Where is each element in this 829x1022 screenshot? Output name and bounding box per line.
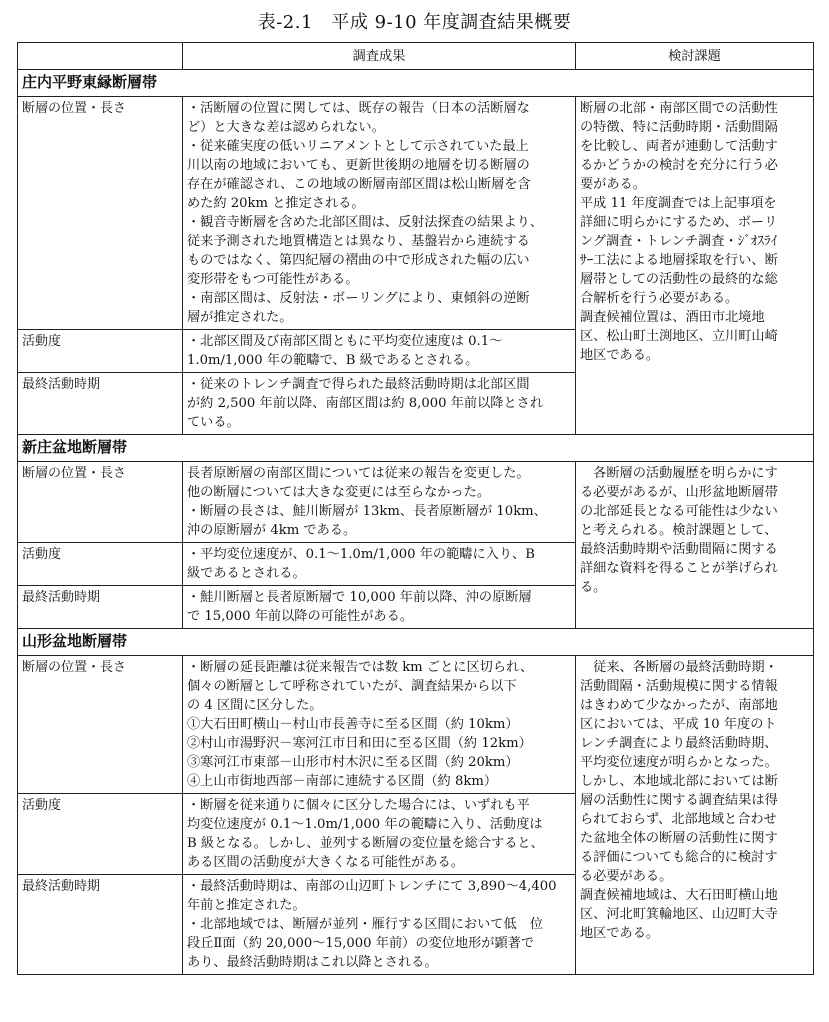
issues-line: しかし、本地域北部においては断	[580, 774, 778, 789]
header-results: 調査成果	[183, 43, 576, 70]
results-line: 他の断層については大きな変更には至らなかった。	[187, 485, 491, 500]
table-row	[18, 97, 814, 330]
results-line: ・断層の長さは、鮭川断層が 13km、長者原断層が 10km、	[187, 504, 547, 519]
issues-line: る必要がある。	[580, 869, 673, 884]
issues-cell	[576, 462, 814, 629]
results-line: ・従来のトレンチ調査で得られた最終活動時期は北部区間	[187, 377, 530, 392]
row-label: 断層の位置・長さ	[18, 462, 183, 543]
results-line: ・北部区間及び南部区間ともに平均変位速度は 0.1～	[187, 334, 503, 349]
results-line: あり、最終活動時期はこれ以降とされる。	[187, 955, 438, 970]
issues-line: ｻｰ工法による地層採取を行い、断	[580, 253, 778, 268]
results-line: ・北部地域では、断層が並列・雁行する区間において低 位	[187, 917, 544, 932]
results-cell	[183, 97, 576, 330]
results-line: ・断層の延長距離は従来報告では数 km ごとに区切られ、	[187, 660, 534, 675]
results-cell	[183, 586, 576, 629]
results-line: 年前と推定された。	[187, 898, 306, 913]
results-cell	[183, 875, 576, 975]
results-cell	[183, 794, 576, 875]
issues-line: の特徴、特に活動時期・活動間隔	[580, 120, 778, 135]
results-line: ・活断層の位置に関しては、既存の報告（日本の活断層な	[187, 101, 530, 116]
results-line: ・平均変位速度が、0.1～1.0m/1,000 年の範疇に入り、B	[187, 547, 535, 562]
results-line: が約 2,500 年前以降、南部区間は約 8,000 年前以降とされ	[187, 396, 544, 411]
section-title: 新庄盆地断層帯	[18, 435, 814, 462]
issues-line: 詳細に明らかにするため、ボーリ	[580, 215, 778, 230]
issues-line: 区、松山町土渕地区、立川町山崎	[580, 329, 778, 344]
table-row	[18, 462, 814, 543]
results-line: ④上山市街地西部－南部に連続する区間（約 8km）	[187, 774, 498, 789]
issues-line: 従来、各断層の最終活動時期・	[580, 660, 778, 675]
issues-line: を比較し、両者が連動して活動す	[580, 139, 778, 154]
issues-line: 詳細な資料を得ることが挙げられ	[580, 561, 778, 576]
issues-line: ング調査・トレンチ調査・ｼﾞｵｽﾗｲ	[580, 234, 778, 249]
issues-line: 活動間隔・活動規模に関する情報	[580, 679, 778, 694]
results-line: 個々の断層として呼称されていたが、調査結果から以下	[187, 679, 517, 694]
issues-line: 区においては、平成 10 年度のト	[580, 717, 777, 732]
issues-line: レンチ調査により最終活動時期、	[580, 736, 778, 751]
row-label: 最終活動時期	[18, 586, 183, 629]
results-line: めた約 20km と推定される。	[187, 196, 365, 211]
issues-line: る必要があるが、山形盆地断層帯	[580, 485, 778, 500]
results-cell	[183, 330, 576, 373]
issues-line: られておらず、北部地域と合わせ	[580, 812, 777, 827]
results-line: ・鮭川断層と長者原断層で 10,000 年前以降、沖の原断層	[187, 590, 532, 605]
issues-line: 調査候補位置は、酒田市北境地	[580, 310, 765, 325]
issues-line: 地区である。	[580, 348, 660, 363]
results-cell	[183, 373, 576, 435]
results-line: ①大石田町横山－村山市長善寺に至る区間（約 10km）	[187, 717, 519, 732]
issues-line: 層の活動性に関する調査結果は得	[580, 793, 778, 808]
row-label: 断層の位置・長さ	[18, 97, 183, 330]
issues-line: 最終活動時期や活動間隔に関する	[580, 542, 778, 557]
section-header-row	[18, 435, 814, 462]
results-line: 存在が確認され、この地域の断層南部区間は松山断層を含	[187, 177, 531, 192]
results-line: 1.0m/1,000 年の範疇で、B 級であるとされる。	[187, 353, 479, 368]
results-line: ②村山市湯野沢－寒河江市日和田に至る区間（約 12km）	[187, 736, 532, 751]
row-label: 最終活動時期	[18, 373, 183, 435]
issues-cell	[576, 97, 814, 435]
results-line: ある区間の活動度が大きくなる可能性がある。	[187, 855, 464, 870]
section-header-row	[18, 70, 814, 97]
issues-line: 断層の北部・南部区間での活動性	[580, 101, 778, 116]
issues-line: る評価についても総合的に検討す	[580, 850, 778, 865]
results-line: 級であるとされる。	[187, 566, 306, 581]
results-line: 段丘Ⅱ面（約 20,000～15,000 年前）の変位地形が顕著で	[187, 936, 535, 951]
results-line: 川以南の地域においても、更新世後期の地層を切る断層の	[187, 158, 530, 173]
results-line: ものではなく、第四紀層の褶曲の中で形成された幅の広い	[187, 253, 530, 268]
issues-line: 調査候補地域は、大石田町横山地	[580, 888, 778, 903]
results-line: ・従来確実度の低いリニアメントとして示されていた最上	[187, 139, 529, 154]
issues-line: 層帯としての活動性の最終的な総	[580, 272, 778, 287]
results-line: 沖の原断層が 4km である。	[187, 523, 357, 538]
row-label: 断層の位置・長さ	[18, 656, 183, 794]
row-label: 活動度	[18, 330, 183, 373]
results-line: 長者原断層の南部区間については従来の報告を変更した。	[187, 466, 530, 481]
issues-line: た盆地全体の断層の活動性に関す	[580, 831, 778, 846]
table-body	[18, 43, 814, 975]
section-title: 庄内平野東縁断層帯	[18, 70, 814, 97]
row-label: 活動度	[18, 794, 183, 875]
header-row	[18, 43, 814, 70]
issues-line: の北部延長となる可能性は少ない	[580, 504, 778, 519]
results-line: ・断層を従来通りに個々に区分した場合には、いずれも平	[187, 798, 530, 813]
issues-line: はきわめて少なかったが、南部地	[580, 698, 778, 713]
results-line: ・観音寺断層を含めた北部区間は、反射法探査の結果より、	[187, 215, 544, 230]
results-line: 層が推定された。	[187, 310, 293, 325]
header-blank-cell	[18, 43, 183, 70]
results-line: 従来予測された地質構造とは異なり、基盤岩から連続する	[187, 234, 530, 249]
results-line: ③寒河江市東部－山形市村木沢に至る区間（約 20km）	[187, 755, 519, 770]
issues-line: 要がある。	[580, 177, 646, 192]
results-line: で 15,000 年前以降の可能性がある。	[187, 609, 413, 624]
results-line: ている。	[187, 415, 240, 430]
table-row	[18, 656, 814, 794]
issues-line: と考えられる。検討課題として、	[580, 523, 778, 538]
issues-line: るかどうかの検討を充分に行う必	[580, 158, 778, 173]
results-line: の 4 区間に区分した。	[187, 698, 323, 713]
issues-line: 平成 11 年度調査では上記事項を	[580, 196, 777, 211]
section-header-row	[18, 629, 814, 656]
results-cell	[183, 656, 576, 794]
results-line: B 級となる。しかし、並列する断層の変位量を総合すると、	[187, 836, 544, 851]
results-line: ど）と大きな差は認められない。	[187, 120, 385, 135]
row-label: 活動度	[18, 543, 183, 586]
section-title: 山形盆地断層帯	[18, 629, 814, 656]
issues-line: 地区である。	[580, 926, 660, 941]
table-title: 表-2.1 平成 9-10 年度調査結果概要	[257, 12, 572, 33]
issues-cell	[576, 656, 814, 975]
header-issues: 検討課題	[576, 43, 814, 70]
survey-summary-table	[17, 42, 814, 975]
results-line: ・最終活動時期は、南部の山辺町トレンチにて 3,890～4,400	[187, 879, 557, 894]
issues-line: 各断層の活動履歴を明らかにす	[580, 466, 778, 481]
results-line: 均変位速度が 0.1～1.0m/1,000 年の範疇に入り、活動度は	[187, 817, 543, 832]
issues-line: る。	[580, 580, 607, 595]
row-label: 最終活動時期	[18, 875, 183, 975]
results-line: ・南部区間は、反射法・ボーリングにより、東傾斜の逆断	[187, 291, 530, 306]
issues-line: 区、河北町箕輪地区、山辺町大寺	[580, 907, 778, 922]
results-cell	[183, 543, 576, 586]
results-cell	[183, 462, 576, 543]
issues-line: 合解析を行う必要がある。	[580, 291, 739, 306]
results-line: 変形帯をもつ可能性がある。	[187, 272, 359, 287]
issues-line: 平均変位速度が明らかとなった。	[580, 755, 778, 770]
